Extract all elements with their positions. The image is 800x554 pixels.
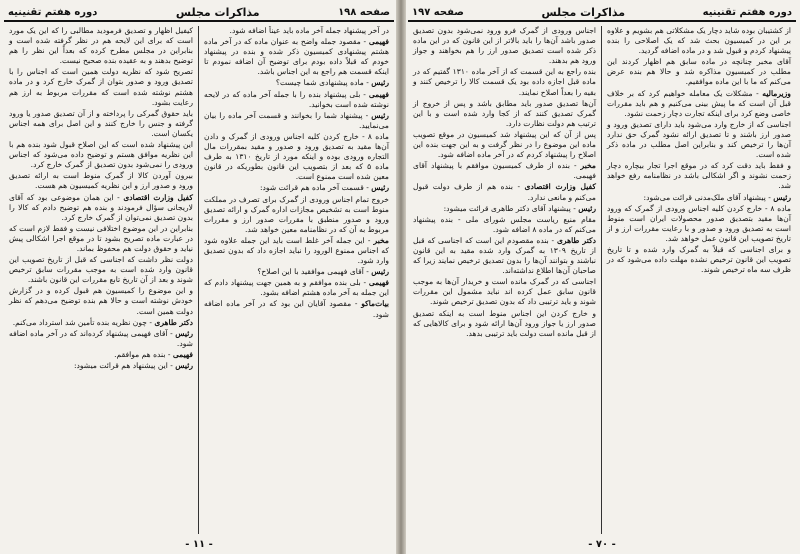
paragraph bbox=[413, 67, 596, 97]
speaker-name: رئیس bbox=[371, 78, 389, 88]
paragraph bbox=[9, 329, 193, 349]
paragraph-text: - این جمله آخر غلط است باید این جمله علاوه شود که اجناس ممنوع الورود را نباید اجازه داد که بدون تصدیق وارد شود. bbox=[204, 235, 389, 266]
left-page-column-right bbox=[199, 26, 394, 534]
paragraph-text: - مقصود جمله واضح به عنوان ماده که در آخر ماده هشتم پیشنهادی کمیسیون ذکر شده و بنده در پیشنهاد خودم که قبلاً داده بودم برای توضیح آن اضافه نمودم تا اینکه قسمت هم راجع به این اجناس باشد. bbox=[204, 37, 389, 77]
paragraph-text: اجناسی که در گمرک مانده است و خریدار آن‌ها به موجب قانون سابق عمل کرده اند نباید مشمول این مقررات شوند و باید ترتیبی داد که بدون تصدیق ترخیص شوند. bbox=[413, 277, 596, 307]
speaker-name: وزیرمالیه bbox=[762, 88, 791, 98]
right-session-label: دوره هفتم تقنینیه bbox=[702, 6, 792, 18]
paragraph-text: این پیشنهاد شده است که این اصلاح قبول شود بنده هم با این نظریه موافق هستم و توضیح داده می‌شود که اجناس ورودی را نمی‌شود بدون تصدیق از گمرک خارج کرد. bbox=[9, 140, 193, 170]
left-page-column-left bbox=[4, 26, 199, 534]
paragraph bbox=[607, 89, 791, 119]
paragraph-text: و فقط باید دقت کرد که در موقع اجرا تجار بیچاره دچار زحمت نشوند و اگر اشکالی باشد در نظامنامه رفع خواهد شد. bbox=[607, 161, 791, 191]
paragraph-text: - مقصود آقایان این بود که در آخر ماده اضافه شود. bbox=[204, 299, 389, 319]
paragraph-text: دولت نظر داشت که اجناسی که قبل از تاریخ تصویب این قانون وارد شده است به موجب مقررات سابق ترخیص شوند و بعد از آن تاریخ تابع مقررات این قانون باشند. bbox=[9, 255, 193, 285]
paragraph bbox=[413, 309, 596, 339]
paragraph-text: ماده ۸ - خارج کردن کلیه اجناس ورودی از گمرک که ورود آن‌ها مقید بتصدیق صدور محصولات ایران است منوط است به تصدیق ورود و صدور و با رعایت مقررات ارز و از تاریخ تصویب این قانون عمل خواهد شد. bbox=[607, 203, 791, 243]
paragraph bbox=[204, 78, 389, 88]
paragraph bbox=[9, 109, 193, 139]
speaker-name: فهیمی bbox=[368, 89, 389, 99]
paragraph-text: تصریح شود که نظریه دولت همین است که اجناس را با تصدیق ورود و صدور بتوان از گمرک خارج کرد و در ماده هشتم نوشته شده است که مقررات مربوط به ارز هم رعایت بشود. bbox=[9, 67, 193, 107]
left-page bbox=[4, 4, 394, 552]
paragraph bbox=[9, 193, 193, 223]
paragraph-text: و خارج کردن این اجناس منوط است به اینکه تصدیق صدور ارز یا جواز ورود آن‌ها ارائه شود و برای کالاهایی که از قبل مانده است دولت باید ترتیبی بدهد. bbox=[413, 308, 596, 338]
paragraph-text: بیرون آوردن کالا از گمرک منوط است به ارائه تصدیق ورود و صدور ارز و این نظریه کمیسیون هم هست. bbox=[9, 171, 193, 191]
paragraph-text: آقای مخبر چنانچه در ماده سابق هم اظهار کردند این مطلب در کمیسیون مذاکره شد و حالا هم بنده عرض می‌کنم که ما با این ماده موافقیم. bbox=[607, 57, 791, 87]
left-running-head bbox=[4, 4, 394, 22]
right-page-label: صفحه ۱۹۷ bbox=[412, 6, 464, 18]
paragraph bbox=[413, 99, 596, 129]
speaker-name: رئیس bbox=[371, 267, 389, 277]
paragraph bbox=[204, 267, 389, 277]
paragraph bbox=[9, 171, 193, 191]
paragraph bbox=[413, 26, 596, 66]
speaker-name: کفیل وزارت اقتصادی bbox=[524, 182, 596, 192]
paragraph-text: باید حقوق گمرکی را پرداخته و از آن تصدیق صدور یا ورود گرفته و جنس را خارج کنند و این اصل برای همه اجناس یکسان است. bbox=[9, 108, 193, 138]
speaker-name: رئیس bbox=[175, 328, 193, 338]
paragraph-text: - بلی پیشنهاد بنده را با جمله آخر ماده که در لایحه نوشته شده است بخوانید. bbox=[204, 89, 389, 109]
speaker-name: فهیمی bbox=[172, 349, 193, 359]
book-gutter bbox=[396, 0, 406, 554]
paragraph bbox=[607, 57, 791, 87]
paragraph bbox=[9, 361, 193, 371]
paragraph bbox=[9, 318, 193, 328]
paragraph bbox=[607, 26, 791, 56]
paragraph bbox=[607, 120, 791, 160]
paragraph-text: و برای اجناسی که قبلاً به گمرک وارد شده و تا تاریخ تصویب این قانون ترخیص نشده مهلت داده می‌شود که در ظرف سه ماه ترخیص شوند. bbox=[607, 244, 791, 275]
paragraph bbox=[9, 224, 193, 254]
paragraph-text: - چون نظریه بنده تأمین شد استرداد می‌کنم. bbox=[12, 317, 152, 327]
paragraph bbox=[413, 236, 596, 276]
left-journal-title: مذاکرات مجلس bbox=[175, 5, 260, 19]
left-folio: - ۱۱ - bbox=[185, 539, 213, 550]
paragraph-text: - بنده هم از طرف دولت قبول می‌کنم و مانعی ندارد. bbox=[413, 182, 596, 202]
right-page-column-left bbox=[408, 26, 602, 534]
paragraph-text: - این پیشنهاد هم قرائت میشود: bbox=[73, 361, 173, 370]
speaker-name: رئیس bbox=[773, 192, 791, 202]
paragraph bbox=[204, 111, 389, 131]
right-folio: - ۷۰ - bbox=[588, 539, 616, 550]
paragraph bbox=[204, 37, 389, 77]
paragraph-text: مقام منیع ریاست مجلس شورای ملی - بنده پیشنهاد می‌کنم که در ماده ۸ اضافه شود. bbox=[413, 214, 596, 234]
paragraph bbox=[204, 26, 389, 36]
paragraph bbox=[413, 215, 596, 235]
paragraph bbox=[204, 90, 389, 110]
speaker-name: دکتر طاهری bbox=[154, 317, 193, 327]
paragraph-text: بنده راجع به این قسمت که از آخر ماده ۱۳۱۰ گفتیم که در ماده قبل اجازه داده بود یک قسمت کالا را ترخیص کنند و بقیه را بعداً اصلاح نمایند. bbox=[413, 67, 596, 97]
paragraph-text: اجناس ورودی از گمرک فرو ورود نمی‌شود بدون تصدیق صدور باشد آن‌ها را باید بالاتر از این قانون که در این ماده ذکر شده است تصدیق صدور ارز را هم بخواهند و جواز ورود هم بدهند. bbox=[413, 26, 596, 66]
speaker-name: رئیس bbox=[175, 361, 193, 370]
speaker-name: مخبر bbox=[580, 161, 596, 171]
paragraph-text: بنابراین در این موضوع اختلافی نیست و فقط لازم است که در عبارت ماده تصریح بشود تا در موقع اجرا اشکالی پیش نیاید و حقوق دولت هم محفوظ بماند. bbox=[9, 223, 193, 253]
paragraph bbox=[204, 183, 389, 193]
paragraph bbox=[204, 278, 389, 298]
paragraph bbox=[413, 204, 596, 214]
paragraph-text: - پیشنهاد شما را بخوانند و قسمت آخر ماده را بیان می‌نمایید. bbox=[204, 110, 389, 130]
speaker-name: کفیل وزارت اقتصادی bbox=[123, 192, 193, 202]
paragraph bbox=[413, 161, 596, 181]
paragraph-text: - بنده مقصودم این است که اجناسی که قبل از تاریخ ۱۳۰۹ به گمرک وارد شده مقید به این قانون نباشند و بتوانند آن‌ها را بدون تصدیق ترخیص نمایند زیرا که صاحبان آن‌ها اطلاع نداشته‌اند. bbox=[413, 235, 597, 276]
paragraph-text: - این همان موضوعی بود که آقای لاریجانی سؤال فرمودند و بنده هم توضیح دادم که کالا را بدون تصدیق نمی‌توان از گمرک خارج کرد. bbox=[9, 192, 193, 222]
paragraph bbox=[9, 140, 193, 170]
paragraph-text: - بلی بنده موافقم و به همین جهت پیشنهاد دادم که این جمله به آخر ماده هشتم اضافه بشود. bbox=[204, 278, 389, 298]
paragraph bbox=[9, 26, 193, 66]
paragraph bbox=[204, 236, 389, 266]
paragraph bbox=[413, 130, 596, 160]
right-running-head bbox=[408, 4, 796, 22]
paragraph-text: - مشکلات یک معامله خواهیم کرد که بر خلاف قبل آن است که ما پیش بینی می‌کنیم و هم باید مقررات خاصی وضع کرد برای اینکه تجارت دچار زحمت نشود. bbox=[607, 88, 791, 118]
paragraph-text: - پیشنهاد آقای دکتر طاهری قرائت میشود: bbox=[443, 203, 576, 213]
paragraph-text: - آقای فهیمی موافقید با این اصلاح؟ bbox=[257, 267, 369, 277]
paragraph bbox=[204, 132, 389, 182]
paragraph bbox=[9, 67, 193, 107]
speaker-name: رئیس bbox=[371, 183, 389, 193]
paragraph-text: - بنده هم موافقم. bbox=[114, 349, 171, 359]
paragraph-text: اجناسی که از خارج وارد می‌شود باید دارای تصدیق ورود و صدور ارز باشند و تا تصدیق ارائه نشود گمرک حق ندارد آن‌ها را ترخیص کند و بنابراین اصل مطلب در ماده ذکر شده است. bbox=[607, 119, 791, 160]
paragraph bbox=[607, 161, 791, 191]
paragraph-text: آن‌ها تصدیق صدور باید مطابق باشد و پس از خروج از گمرک تصدیق کنند که از کجا وارد شده است و با این ترتیب هم دولت نظارت دارد. bbox=[413, 98, 596, 128]
paragraph bbox=[413, 182, 596, 202]
paragraph-text: خروج تمام اجناس ورودی از گمرک برای تصرف در مملکت منوط است به تشخیص مجازات اداره گمرک و ارائه تصدیق ورود و صدور منطبق با مقررات صدور ارز و مقررات مربوط به آن که در نظامنامه معین خواهد شد. bbox=[204, 194, 389, 234]
speaker-name: رئیس bbox=[578, 203, 596, 213]
paragraph-text: - بنده از طرف کمیسیون موافقم با پیشنهاد آقای فهیمی. bbox=[413, 161, 596, 181]
paragraph-text: ماده ۸ - خارج کردن کلیه اجناس ورودی از گمرک و دادن آن‌ها مقید به تصدیق ورود و صدور و مقید بمقررات مال التجاره ورودی بوده و اینکه مورد از تاریخ ۱۳۱۰ به طرف ماده ۵ که بعد از بتصویب این قانون بطوریکه در قانون معین شده است ممنوع است. bbox=[204, 131, 390, 182]
left-page-label: صفحه ۱۹۸ bbox=[338, 6, 390, 18]
speaker-name: فهیمی bbox=[368, 37, 389, 47]
speaker-name: رئیس bbox=[371, 110, 389, 120]
paragraph-text: - ماده پیشنهادی شما چیست؟ bbox=[275, 78, 369, 88]
right-journal-title: مذاکرات مجلس bbox=[541, 5, 626, 19]
speaker-name: دکتر طاهری bbox=[556, 235, 596, 245]
paragraph bbox=[413, 277, 596, 307]
paragraph-text: - پیشنهاد آقای ملک‌مدنی قرائت می‌شود: bbox=[643, 192, 771, 202]
paragraph bbox=[9, 255, 193, 285]
right-page-column-right bbox=[602, 26, 796, 534]
paragraph bbox=[204, 195, 389, 235]
paragraph bbox=[204, 299, 389, 319]
paragraph bbox=[9, 286, 193, 316]
paragraph-text: - آقای فهیمی پیشنهاد کرده‌اند که در آخر ماده اضافه شود. bbox=[9, 328, 193, 348]
paragraph-text: از کشتیبان بوده شاید دچار یک مشکلاتی هم بشویم و علاوه بر این در کمیسیون بحث شد که یک اصلاحی را بنده پیشنهاد کردم و قبول شد و در ماده اضافه گردید. bbox=[607, 26, 791, 56]
speaker-name: مخبر bbox=[373, 235, 389, 245]
paragraph-text: در آخر پیشنهاد جمله آخر ماده باید عیناً اضافه شود. bbox=[229, 26, 389, 35]
paragraph-text: کیفیل اظهار و تصدیق فرمودید مطالبی را که این یک مورد است که برای این لایحه هم در نظر گرفته شده است و بنابراین در مجلس مطرح کرده که بعداً این نظر را هم توضیح بدهند و به عقیده بنده صحیح نیست. bbox=[9, 26, 193, 66]
paragraph-text: - قسمت آخر ماده هم قرائت شود: bbox=[259, 183, 369, 193]
paragraph-text: و این موضوع را کمیسیون هم قبول کرده و در گزارش خودش نوشته است و حالا هم بنده توضیح می‌دهم که نظر دولت همین است. bbox=[9, 286, 193, 316]
paragraph-text: پس از آن که این پیشنهاد شد کمیسیون در موقع تصویب ماده این موضوع را در نظر گرفت و به این جهت بنده این اصلاح را پیشنهاد کردم که در آخر ماده اضافه شود. bbox=[413, 129, 596, 160]
paragraph bbox=[9, 350, 193, 360]
paragraph bbox=[607, 193, 791, 203]
paragraph bbox=[607, 245, 791, 275]
left-session-label: دوره هفتم تقنینیه bbox=[8, 6, 98, 18]
speaker-name: بیات‌ماکو bbox=[361, 299, 389, 309]
paragraph bbox=[607, 204, 791, 244]
right-page bbox=[408, 4, 796, 552]
speaker-name: فهیمی bbox=[368, 278, 389, 288]
